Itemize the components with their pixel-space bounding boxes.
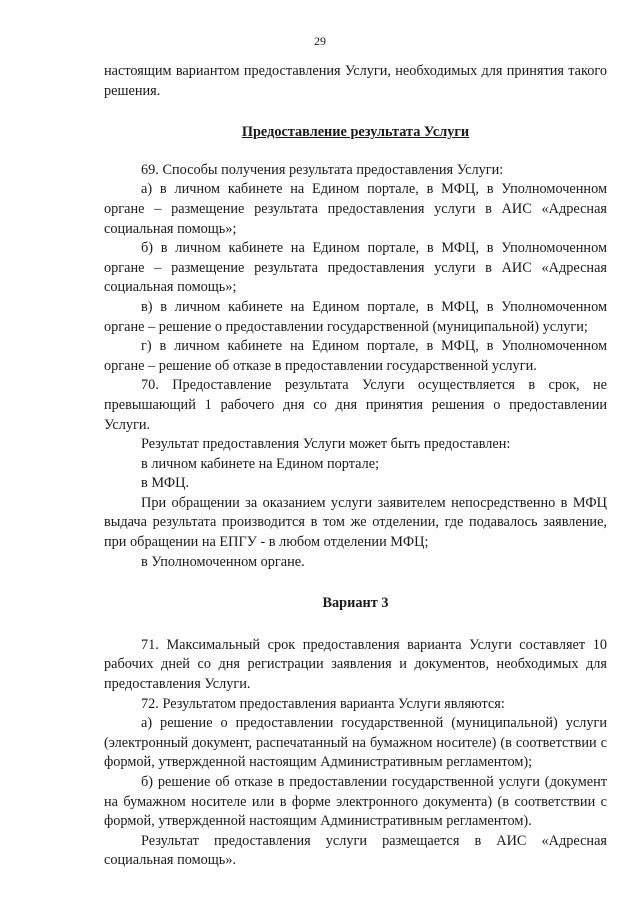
paragraph-70-organ: в Уполномоченном органе. (141, 553, 305, 570)
paragraph-70-mfc: в МФЦ. (141, 475, 190, 492)
paragraph-72-result: Результат предоставления услуги размещается в АИС «Адресная социальная помощь». (104, 832, 607, 869)
paragraph-69-c: в) в личном кабинете на Едином портале, в МФЦ, в Уполномоченном органе – решение о предоставлении государственной (муниципальной) услуги; (104, 298, 607, 335)
spacer (104, 101, 607, 123)
paragraph-72-a: а) решение о предоставлении государственной (муниципальной) услуги (электронный документ, распечатанный на бумажном носителе) (в соответствии с формой, утвержденной настоящим Административным регламентом); (104, 715, 607, 771)
intro-paragraph: настоящим вариантом предоставления Услуги, необходимых для принятия такого решения. (104, 63, 607, 99)
spacer (104, 572, 607, 594)
paragraph-70-result: Результат предоставления Услуги может быть предоставлен: (141, 436, 511, 453)
page-number: 29 (314, 34, 326, 48)
paragraph-70-apply: При обращении за оказанием услуги заявителем непосредственно в МФЦ выдача результата производится в том же отделении, где подавалось заявление, при обращении на ЕПГУ - в любом отделении МФЦ; (104, 494, 607, 551)
spacer (104, 614, 607, 636)
paragraph-69-d: г) в личном кабинете на Едином портале, в МФЦ, в Уполномоченном органе – решение об отказе в предоставлении государственной услуги. (104, 338, 607, 374)
section-heading-result: Предоставление результата Услуги (241, 124, 470, 141)
paragraph-72: 72. Результатом предоставления варианта Услуги являются: (141, 695, 505, 712)
paragraph-70-cabinet: в личном кабинете на Едином портале; (141, 455, 380, 472)
paragraph-69: 69. Способы получения результата предоставления Услуги: (141, 161, 504, 178)
document-body (104, 62, 607, 871)
paragraph-72-b: б) решение об отказе в предоставлении государственной услуги (документ на бумажном носителе или в форме электронного документа) (в соответствии с формой, утвержденной настоящим Административным регламентом). (104, 774, 607, 830)
spacer (104, 143, 607, 161)
section-heading-variant-3: Вариант 3 (322, 595, 389, 612)
paragraph-69-a: а) в личном кабинете на Едином портале, в МФЦ, в Уполномоченном органе – размещение результата предоставления услуги в АИС «Адресная социальная помощь»; (104, 181, 607, 237)
paragraph-71: 71. Максимальный срок предоставления варианта Услуги составляет 10 рабочих дней со дня регистрации заявления и документов, необходимых для предоставления Услуги. (104, 636, 607, 693)
paragraph-69-b: б) в личном кабинете на Едином портале, в МФЦ, в Уполномоченном органе – размещение результата предоставления услуги в АИС «Адресная социальная помощь»; (104, 240, 607, 296)
paragraph-70: 70. Предоставление результата Услуги осуществляется в срок, не превышающий 1 рабочего дня со дня принятия решения о предоставлении Услуги. (104, 377, 607, 433)
